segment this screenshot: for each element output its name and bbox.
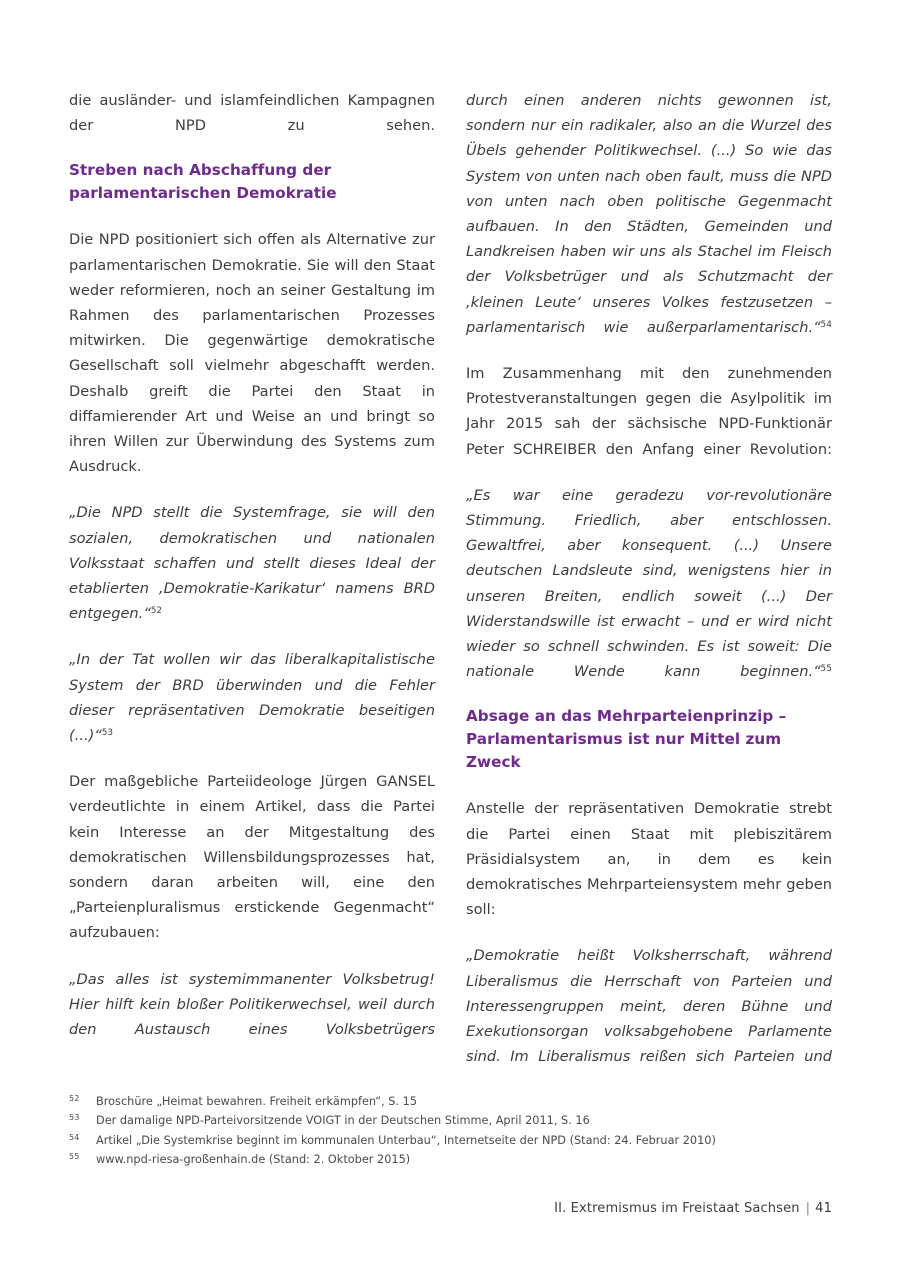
footnote-list [69, 1092, 833, 1170]
footnote-number: 53 [69, 1113, 80, 1123]
footnote-text: Der damalige NPD-Parteivorsitzende VOIGT in der Deutschen Stimme, April 2011, S. 16 [96, 1114, 590, 1128]
footnote-item [69, 1092, 833, 1111]
section-heading-streben-nach-abschaffung: Streben nach Abschaffung der parlamentarischen Demokratie [69, 161, 337, 203]
running-footer [554, 1200, 832, 1218]
footnote-item [69, 1131, 833, 1150]
left-column [69, 88, 435, 1063]
footnote-text: Artikel „Die Systemkrise beginnt im kommunalen Unterbau“, Internetseite der NPD (Stand: 24. Februar 2010) [96, 1133, 716, 1147]
footnote-number: 55 [69, 1152, 80, 1162]
right-column [466, 88, 832, 1066]
blockquote-vorrevolutionaere-stimmung [466, 483, 832, 685]
footnote-marker-53[interactable]: 53 [101, 728, 114, 739]
footnote-text: Broschüre „Heimat bewahren. Freiheit erkämpfen“, S. 15 [96, 1095, 418, 1108]
blockquote-systemfrage [69, 500, 435, 626]
section-heading-absage-mehrparteienprinzip: Absage an das Mehrparteienprinzip – Parlamentarismus ist nur Mittel zum Zweck [466, 707, 787, 772]
blockquote-liberalkapitalistisch-text: „In der Tat wollen wir das liberalkapitalistische System der BRD überwinden und die Fehler dieser repräsentativen Demokratie beseitigen (...)“ [69, 651, 435, 745]
blockquote-volksbetrug-continued-text: durch einen anderen nichts gewonnen ist, sondern nur ein radikaler, also an die Wurzel des Übels gehender Politikwechsel. (...) So wie das System von unten nach oben fault, muss die NPD von unten nach oben politische Gegenmacht aufbauen. In den Städten, Gemeinden und Landkreisen haben wir uns als Stachel im Fleisch der Volksbetrüger und als Schutzmacht der ‚kleinen Leute‘ unseres Volkes festzusetzen – parlamentarisch wie außerparlamentarisch.“ [466, 92, 832, 336]
paragraph-schreiber: Im Zusammenhang mit den zunehmenden Protestveranstaltungen gegen die Asylpolitik im Jahr 2015 sah der sächsische NPD-Funktionär Peter SCHREIBER den Anfang einer Revolution: [466, 365, 832, 458]
paragraph-npd-alternative: Die NPD positioniert sich offen als Alternative zur parlamentarischen Demokratie. Sie will den Staat weder reformieren, noch an seiner Gestaltung im Rahmen des parlamentarischen Prozesses mitwirken. Die gegenwärtige demokratische Gesellschaft soll vielmehr abgeschafft werden. Deshalb greift die Partei den Staat in diffamierender Art und Weise an und bringt so ihren Willen zur Überwindung des Systems zum Ausdruck. [69, 231, 435, 476]
running-footer-title: II. Extremismus im Freistaat Sachsen [554, 1201, 800, 1216]
paragraph-plebiszitaeres-praesidialsystem: Anstelle der repräsentativen Demokratie strebt die Partei einen Staat mit plebiszitärem Präsidialsystem an, in dem es kein demokratisches Mehrparteiensystem mehr geben soll: [466, 800, 832, 919]
footnote-number: 52 [69, 1094, 80, 1103]
blockquote-volksbetrug-continued [466, 88, 832, 340]
footnote-item [69, 1150, 833, 1169]
page-number: 41 [815, 1201, 832, 1216]
running-footer-separator: | [805, 1201, 811, 1216]
two-column-body [69, 88, 833, 1066]
blockquote-systemfrage-text: „Die NPD stellt die Systemfrage, sie will den sozialen, demokratischen und nationalen Volksstaat schaffen und stellt dieses Ideal der etablierten ‚Demokratie-Karikatur‘ namens BRD entgegen.“ [69, 504, 435, 623]
footnote-number: 54 [69, 1132, 80, 1142]
blockquote-liberalkapitalistisch [69, 647, 435, 748]
footnote-marker-54[interactable]: 54 [820, 319, 832, 330]
footnote-text: www.npd-riesa-großenhain.de (Stand: 2. Oktober 2015) [96, 1153, 411, 1167]
blockquote-vorrevolutionaere-stimmung-text: „Es war eine geradezu vor-revolutionäre Stimmung. Friedlich, aber entschlossen. Gewaltfrei, aber konsequent. (...) Unsere deutschen Landsleute sind, wenigstens hier in unseren Breiten, endlich soweit (...) Der Widerstandswille ist erwacht – und er wird nicht wieder so schnell schwinden. Es ist soweit: Die nationale Wende kann beginnen.“ [466, 486, 832, 681]
blockquote-demokratie-volksherrschaft: „Demokratie heißt Volksherrschaft, während Liberalismus die Herrschaft von Parteien und Interessengruppen meint, deren Bühne und Exekutionsorgan volksabgehobene Parlamente sind. Im Liberalismus reißen sich Parteien und [466, 947, 832, 1066]
blockquote-volksbetrug: „Das alles ist systemimmanenter Volksbetrug! Hier hilft kein bloßer Politikerwechsel, weil durch den Austausch eines Volksbetrügers [69, 970, 435, 1039]
footnote-marker-52[interactable]: 52 [150, 606, 163, 617]
footnote-marker-55[interactable]: 55 [820, 664, 832, 675]
footnote-item [69, 1111, 833, 1130]
paragraph-continued-from-previous-page: die ausländer- und islamfeindlichen Kampagnen der NPD zu sehen. [69, 92, 435, 135]
paragraph-gansel: Der maßgebliche Parteiideologe Jürgen GANSEL verdeutlichte in einem Artikel, dass die Partei kein Interesse an der Mitgestaltung des demokratischen Willensbildungsprozesses hat, sondern daran arbeiten will, eine den „Parteienpluralismus erstickende Gegenmacht“ aufzubauen: [69, 773, 435, 942]
